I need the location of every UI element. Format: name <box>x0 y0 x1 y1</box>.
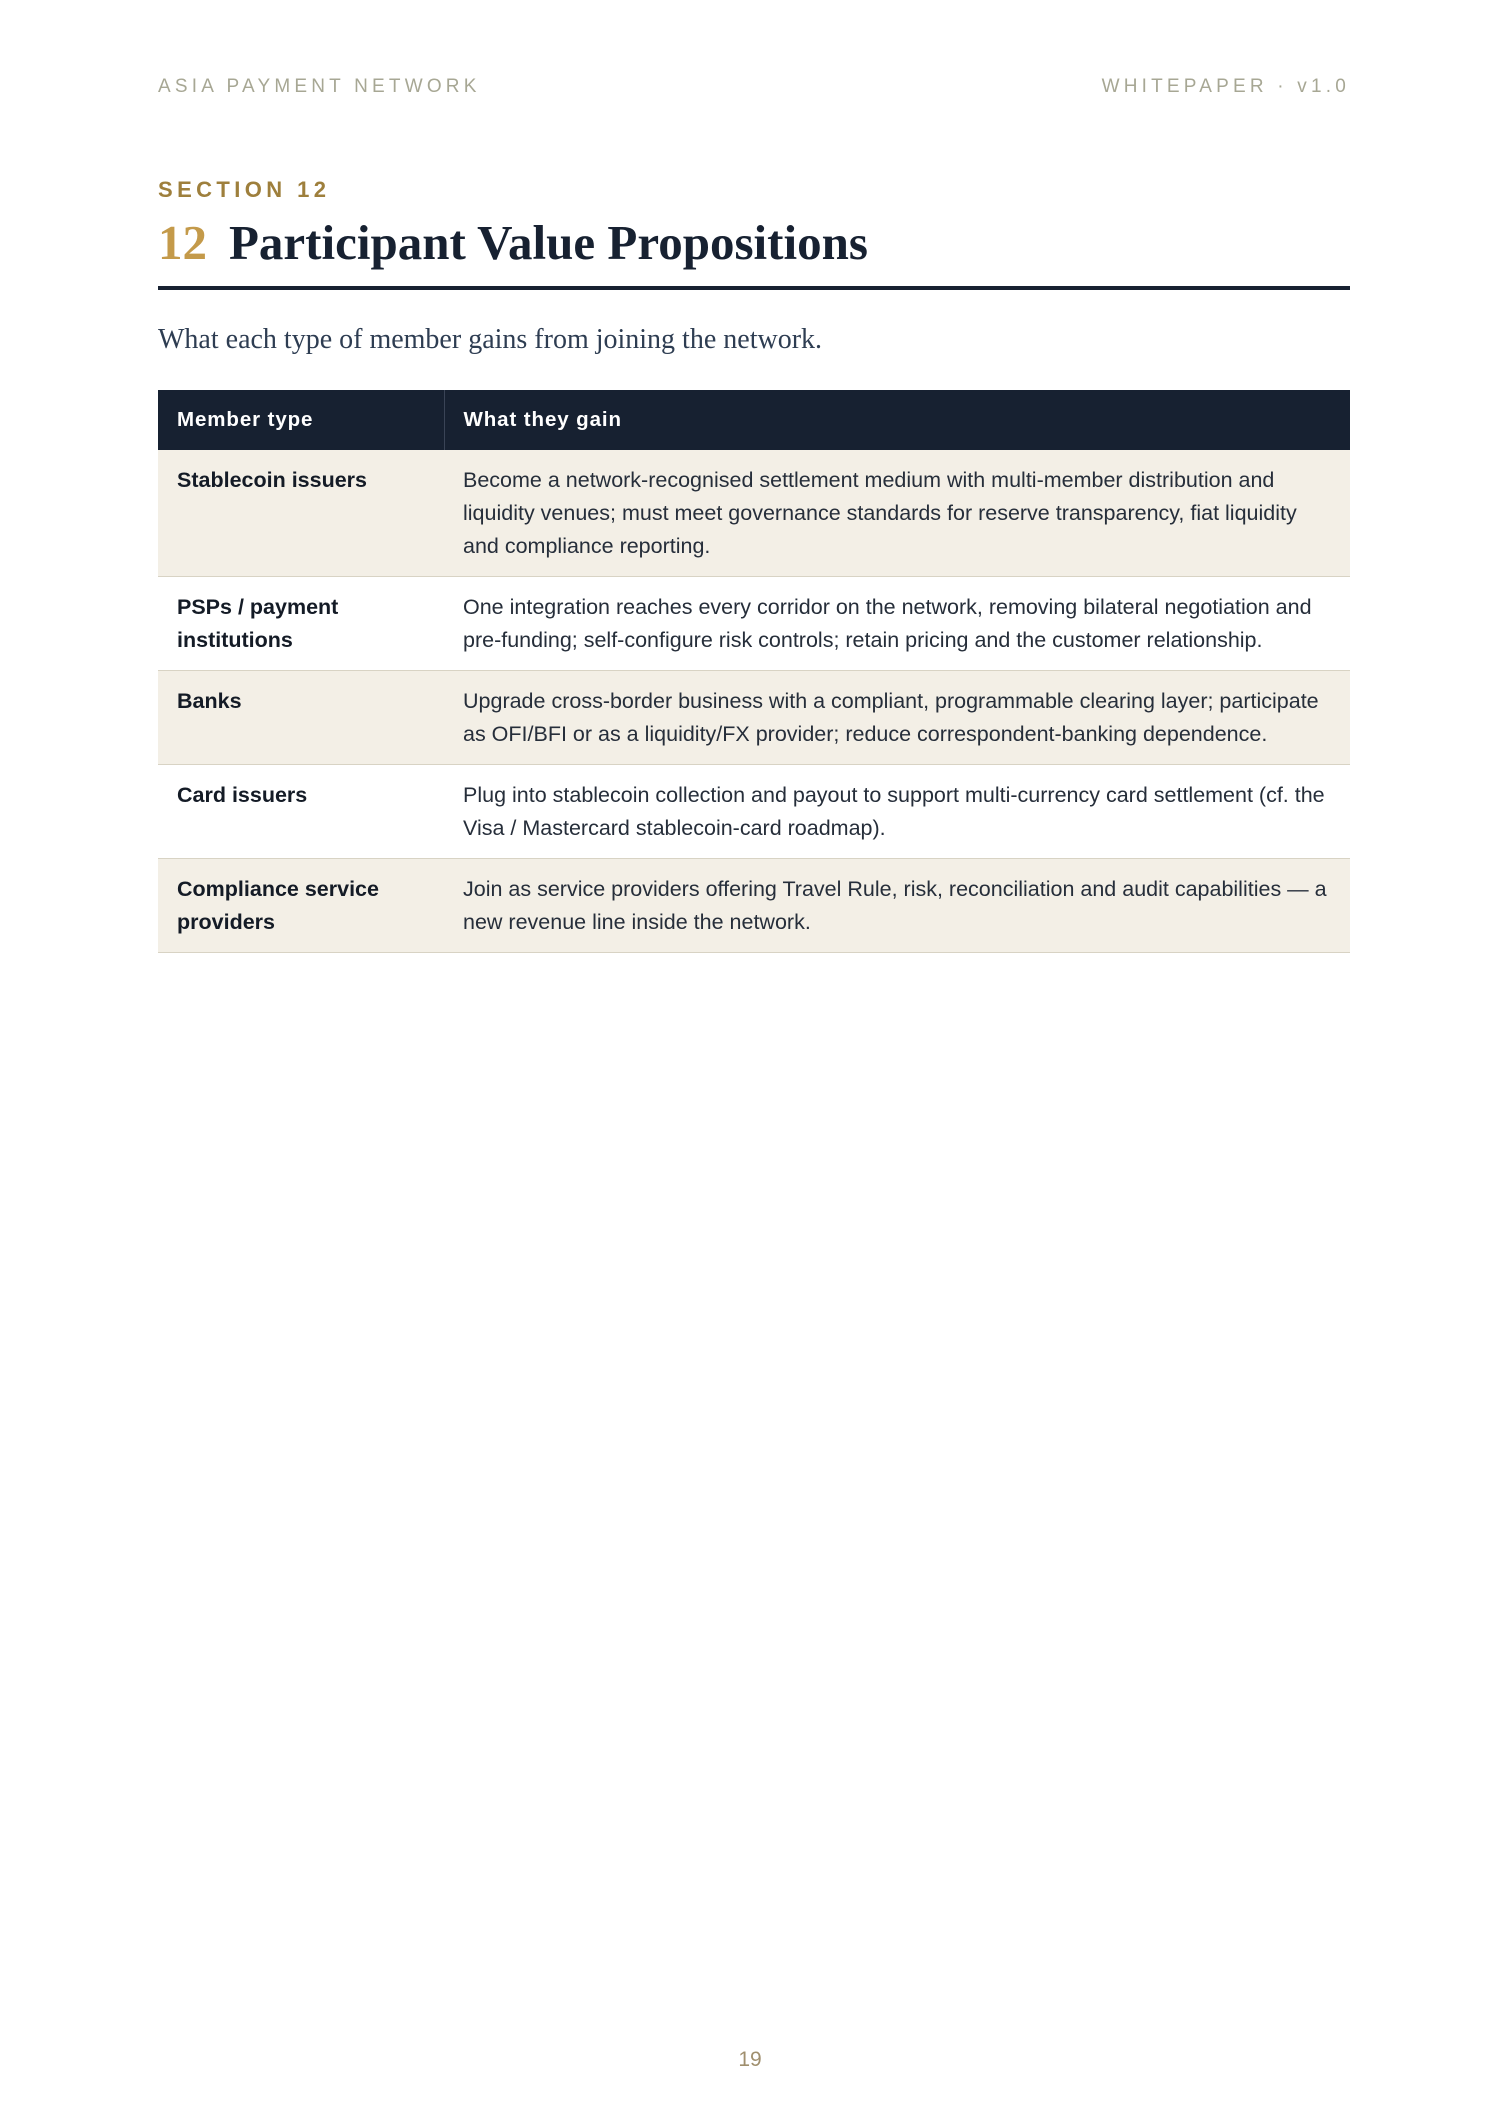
value-proposition-table <box>158 390 1350 953</box>
title-divider <box>158 286 1350 290</box>
member-type-cell: Card issuers <box>158 765 444 859</box>
table-row <box>158 859 1350 953</box>
table-row <box>158 671 1350 765</box>
member-type-cell: Stablecoin issuers <box>158 450 444 577</box>
table-header <box>158 390 1350 450</box>
running-header <box>158 76 1350 98</box>
header-document-version: WHITEPAPER · v1.0 <box>1101 76 1350 97</box>
section-title: Participant Value Propositions <box>229 215 868 270</box>
section-kicker: SECTION 12 <box>158 177 331 202</box>
member-type-cell: Compliance service providers <box>158 859 444 953</box>
page-number: 19 <box>738 2048 762 2071</box>
gain-cell: Upgrade cross-border business with a compliant, programmable clearing layer; participate as OFI/BFI or as a liquidity/FX provider; reduce correspondent-banking dependence. <box>444 671 1350 765</box>
gain-cell: One integration reaches every corridor on the network, removing bilateral negotiation and pre-funding; self-configure risk controls; retain pricing and the customer relationship. <box>444 577 1350 671</box>
column-header-what-they-gain: What they gain <box>444 390 1350 450</box>
table-row <box>158 450 1350 577</box>
column-header-member-type: Member type <box>158 390 444 450</box>
gain-cell: Join as service providers offering Travel Rule, risk, reconciliation and audit capabilities — a new revenue line inside the network. <box>444 859 1350 953</box>
member-type-cell: PSPs / payment institutions <box>158 577 444 671</box>
gain-cell: Become a network-recognised settlement medium with multi-member distribution and liquidity venues; must meet governance standards for reserve transparency, fiat liquidity and compliance reporting. <box>444 450 1350 577</box>
section-lead: What each type of member gains from joining the network. <box>158 324 823 355</box>
section-number: 12 <box>158 215 207 270</box>
table-header-row <box>158 390 1350 450</box>
table-row <box>158 765 1350 859</box>
page-title <box>158 208 1350 278</box>
gain-cell: Plug into stablecoin collection and payout to support multi-currency card settlement (cf. the Visa / Mastercard stablecoin-card roadmap). <box>444 765 1350 859</box>
table-row <box>158 577 1350 671</box>
member-type-cell: Banks <box>158 671 444 765</box>
table-body <box>158 450 1350 953</box>
header-publisher: ASIA PAYMENT NETWORK <box>158 76 481 97</box>
